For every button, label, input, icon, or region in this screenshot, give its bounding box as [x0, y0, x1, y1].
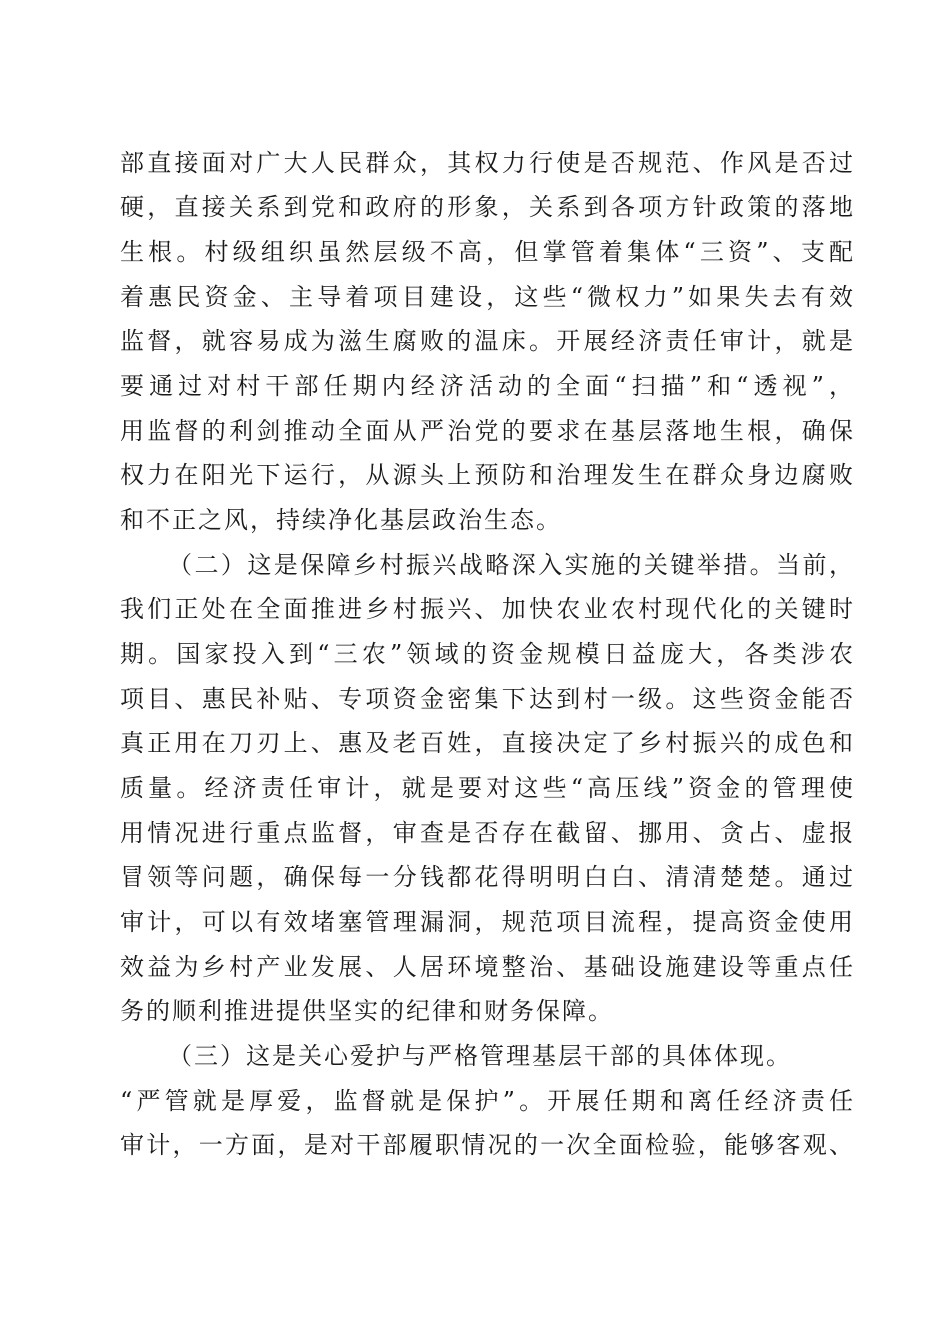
paragraph-line: 用监督的利剑推动全面从严治党的要求在基层落地生根，确保: [120, 417, 855, 445]
paragraph-line: 要通过对村干部任期内经济活动的全面“扫描”和“透视”，: [120, 372, 855, 400]
paragraph-line: 权力在阳光下运行，从源头上预防和治理发生在群众身边腐败: [120, 461, 855, 489]
paragraph-line: 质量。经济责任审计，就是要对这些“高压线”资金的管理使: [120, 774, 855, 802]
paragraph-line: 期。国家投入到“三农”领域的资金规模日益庞大，各类涉农: [120, 640, 855, 668]
paragraph-line: 冒领等问题，确保每一分钱都花得明明白白、清清楚楚。通过: [120, 863, 855, 891]
paragraph-line: 项目、惠民补贴、专项资金密集下达到村一级。这些资金能否: [120, 685, 855, 713]
section-heading-line: （二）这是保障乡村振兴战略深入实施的关键举措。当前，: [168, 551, 855, 579]
paragraph-line: 生根。村级组织虽然层级不高，但掌管着集体“三资”、支配: [120, 238, 855, 266]
paragraph-line: 审计，一方面，是对干部履职情况的一次全面检验，能够客观、: [120, 1131, 855, 1159]
paragraph-line: 务的顺利推进提供坚实的纪律和财务保障。: [120, 997, 614, 1025]
paragraph-line: 审计，可以有效堵塞管理漏洞，规范项目流程，提高资金使用: [120, 908, 855, 936]
paragraph-line: 我们正处在全面推进乡村振兴、加快农业农村现代化的关键时: [120, 595, 855, 623]
paragraph-line: “严管就是厚爱，监督就是保护”。开展任期和离任经济责任: [120, 1087, 855, 1115]
section-heading-line: （三）这是关心爱护与严格管理基层干部的具体体现。: [168, 1042, 792, 1070]
paragraph-line: 用情况进行重点监督，审查是否存在截留、挪用、贪占、虚报: [120, 819, 855, 847]
paragraph-line: 部直接面对广大人民群众，其权力行使是否规范、作风是否过: [120, 149, 855, 177]
paragraph-line: 真正用在刀刃上、惠及老百姓，直接决定了乡村振兴的成色和: [120, 729, 855, 757]
paragraph-line: 效益为乡村产业发展、人居环境整治、基础设施建设等重点任: [120, 953, 855, 981]
paragraph-line: 监督，就容易成为滋生腐败的温床。开展经济责任审计，就是: [120, 327, 855, 355]
paragraph-line: 和不正之风，持续净化基层政治生态。: [120, 506, 562, 534]
paragraph-line: 着惠民资金、主导着项目建设，这些“微权力”如果失去有效: [120, 283, 855, 311]
paragraph-line: 硬，直接关系到党和政府的形象，关系到各项方针政策的落地: [120, 193, 855, 221]
